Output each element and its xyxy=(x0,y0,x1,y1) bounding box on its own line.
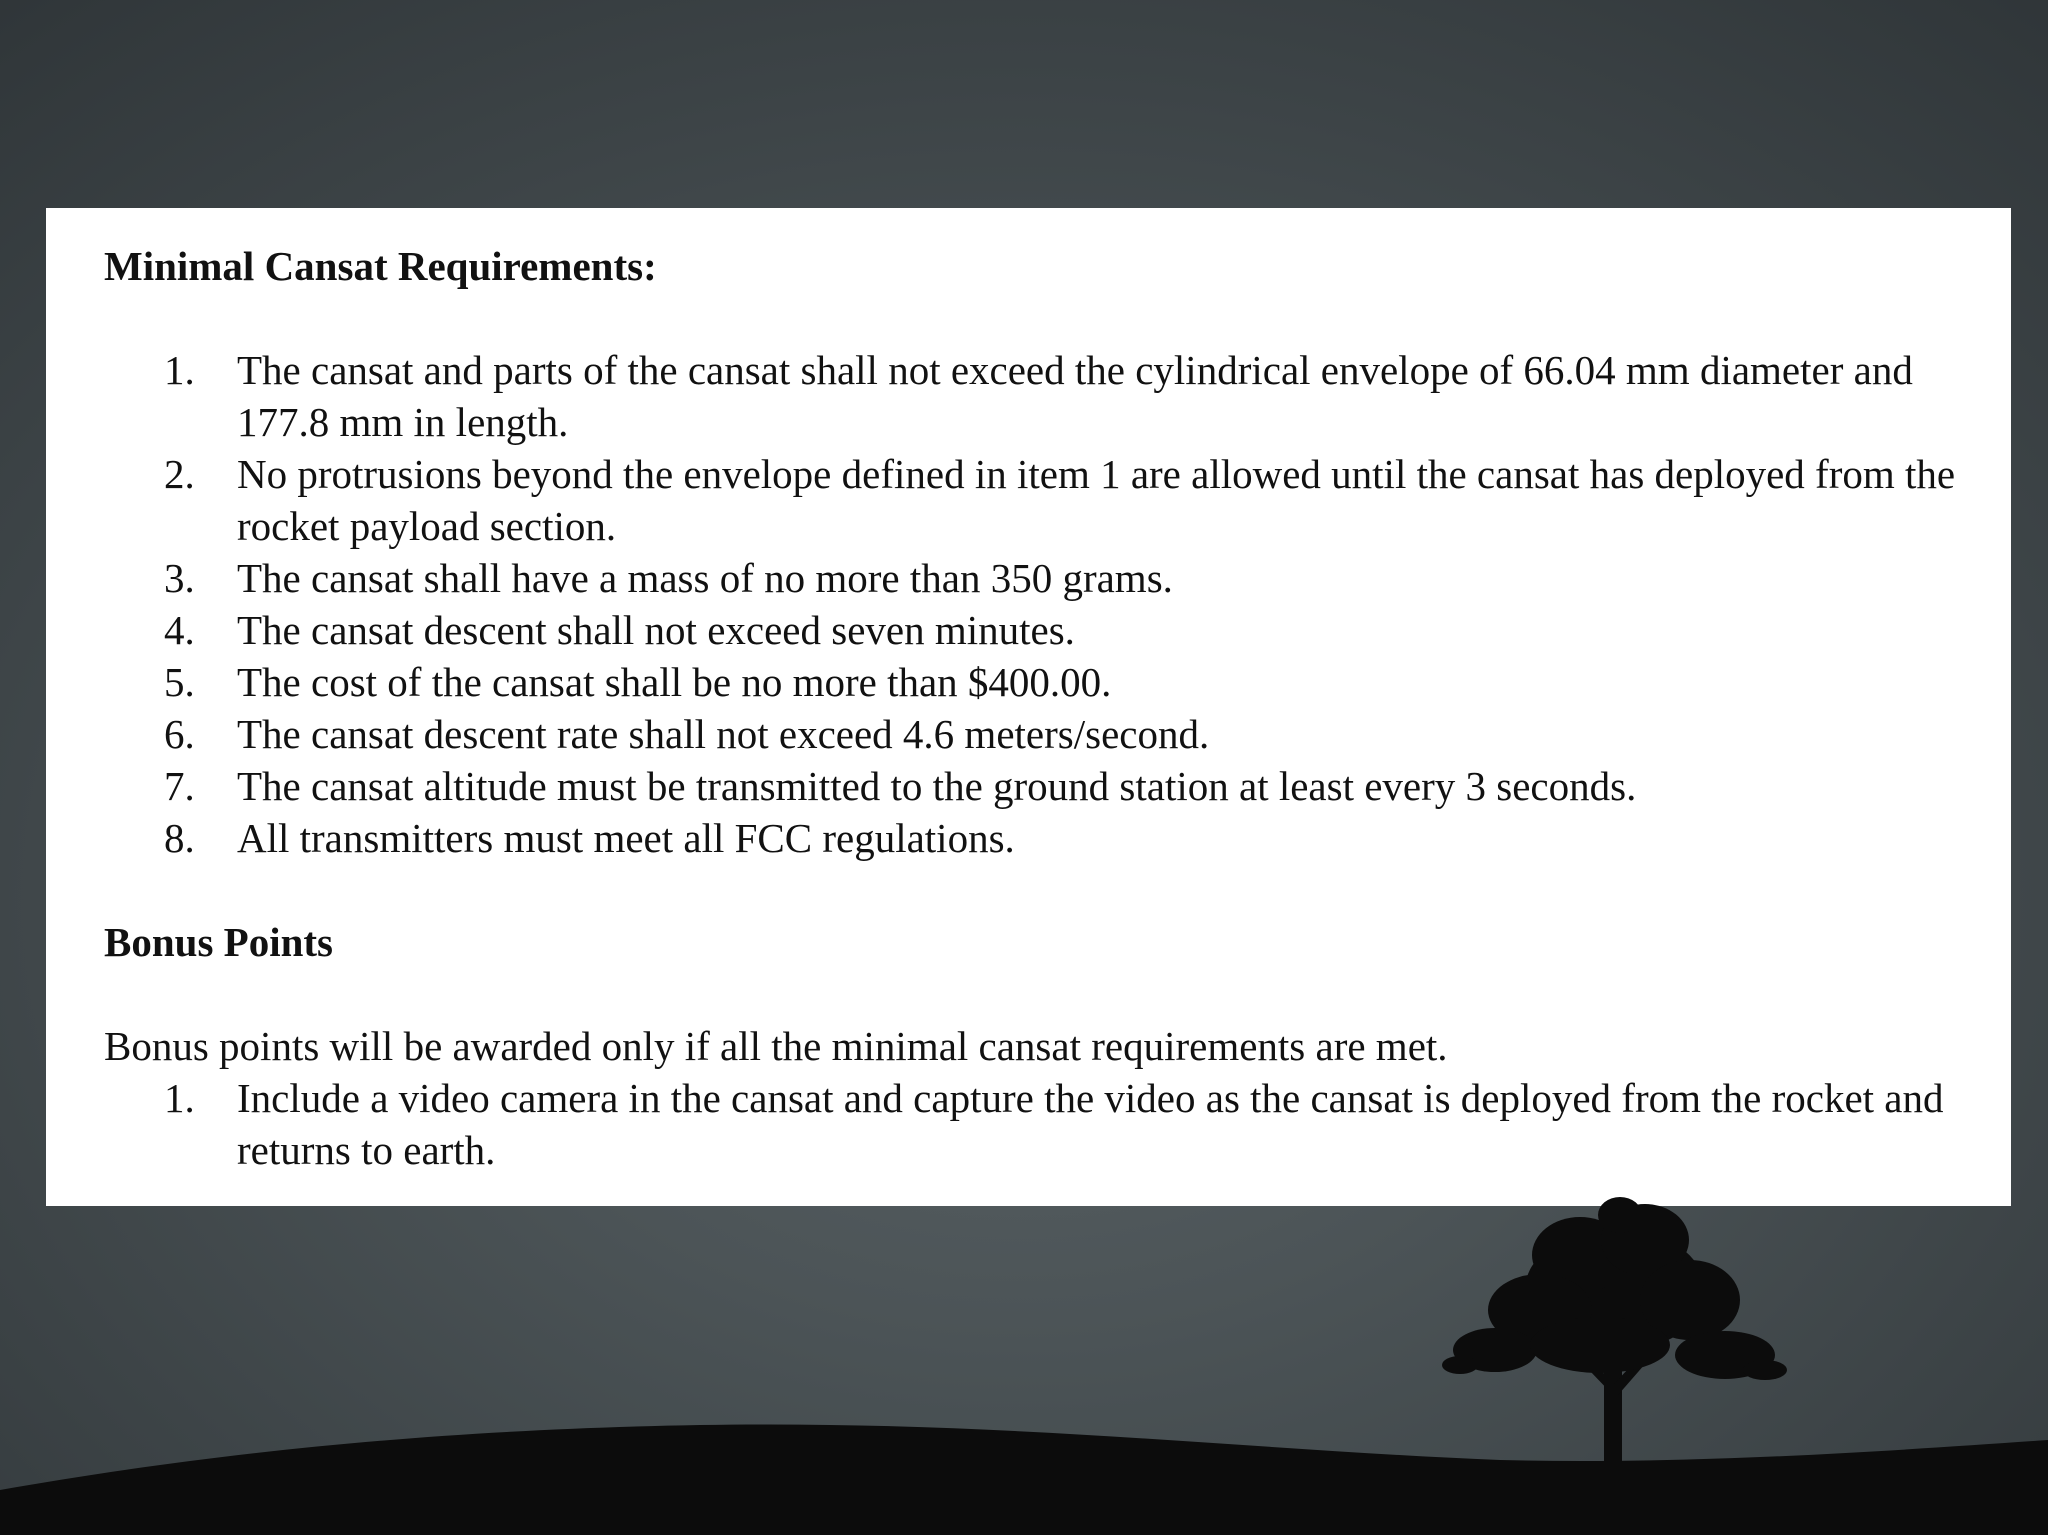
bonus-intro: Bonus points will be awarded only if all the minimal cansat requirements are met. xyxy=(104,1023,1448,1069)
item-text: The cansat and parts of the cansat shall not exceed the cylindrical envelope of 66.04 mm diameter and 177.8 mm in length. xyxy=(237,347,1913,445)
item-text: No protrusions beyond the envelope defined in item 1 are allowed until the cansat has deployed from the rocket payload section. xyxy=(237,451,1956,549)
requirements-heading: Minimal Cansat Requirements: xyxy=(104,243,657,289)
requirement-item xyxy=(104,344,2011,448)
item-text: All transmitters must meet all FCC regulations. xyxy=(237,815,1015,861)
hill-silhouette-icon xyxy=(0,1420,2048,1535)
item-number: 1. xyxy=(164,1075,195,1121)
requirement-item xyxy=(104,448,2011,552)
item-number: 4. xyxy=(164,607,195,653)
item-number: 6. xyxy=(164,711,195,757)
document-panel xyxy=(46,208,2011,1206)
item-text: The cansat shall have a mass of no more than 350 grams. xyxy=(237,555,1173,601)
item-number: 3. xyxy=(164,555,195,601)
item-number: 8. xyxy=(164,815,195,861)
item-number: 2. xyxy=(164,451,195,497)
item-text: The cansat altitude must be transmitted to the ground station at least every 3 seconds. xyxy=(237,763,1637,809)
item-text: Include a video camera in the cansat and capture the video as the cansat is deployed from the rocket and returns to earth. xyxy=(237,1075,1944,1173)
requirement-item xyxy=(104,656,2011,708)
item-text: The cansat descent shall not exceed seven minutes. xyxy=(237,607,1075,653)
requirement-item xyxy=(104,604,2011,656)
requirement-item xyxy=(104,812,2011,864)
requirements-list xyxy=(104,344,2011,864)
bonus-item xyxy=(104,1072,2011,1176)
requirement-item xyxy=(104,708,2011,760)
spacer xyxy=(104,864,2011,916)
item-text: The cansat descent rate shall not exceed 4.6 meters/second. xyxy=(237,711,1210,757)
spacer xyxy=(104,292,2011,344)
bonus-heading: Bonus Points xyxy=(104,919,334,965)
bonus-list xyxy=(104,1072,2011,1176)
requirement-item xyxy=(104,760,2011,812)
spacer xyxy=(104,968,2011,1020)
item-number: 7. xyxy=(164,763,195,809)
item-number: 5. xyxy=(164,659,195,705)
item-number: 1. xyxy=(164,347,195,393)
item-text: The cost of the cansat shall be no more than $400.00. xyxy=(237,659,1112,705)
requirement-item xyxy=(104,552,2011,604)
